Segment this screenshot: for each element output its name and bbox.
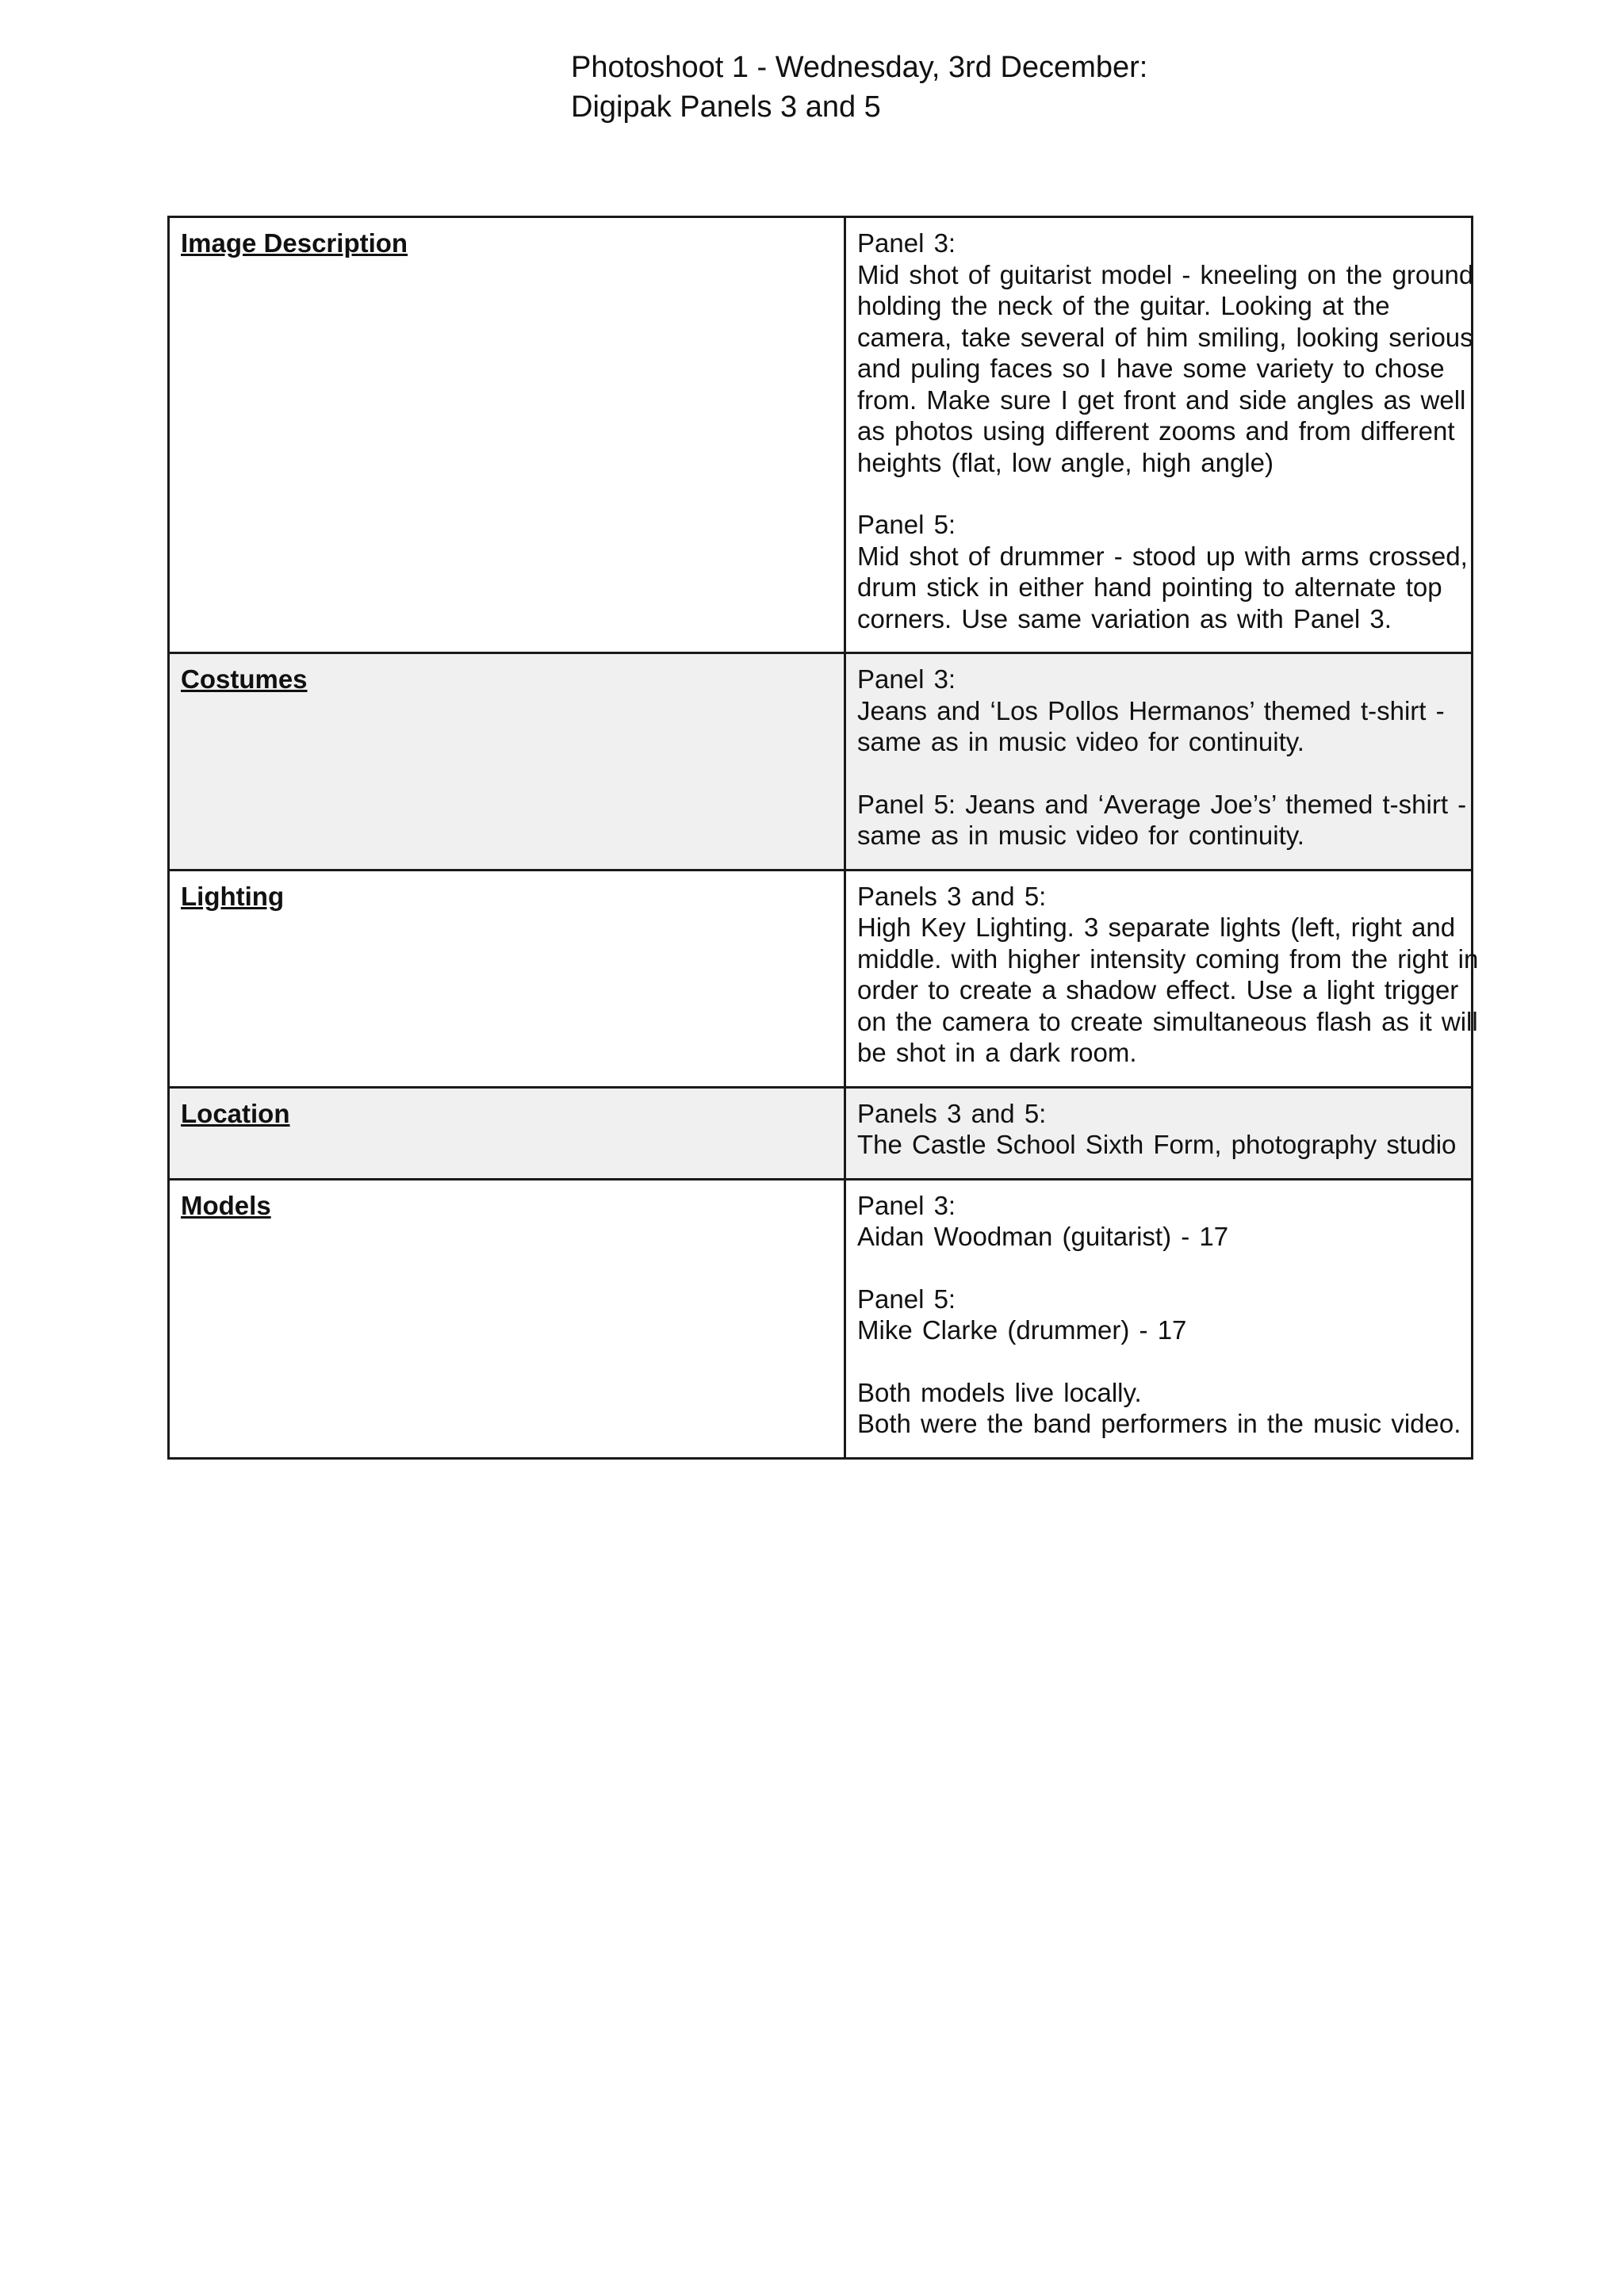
text-line: on the camera to create simultaneous flash as it will bbox=[857, 1006, 1478, 1036]
paragraph bbox=[857, 881, 1479, 1069]
page-title bbox=[571, 48, 1147, 127]
row-lighting bbox=[169, 870, 1473, 1087]
text-line: middle. with higher intensity coming from the right in bbox=[857, 943, 1479, 974]
text-line: Mike Clarke (drummer) - 17 bbox=[857, 1315, 1187, 1345]
label-cell bbox=[169, 1179, 845, 1458]
content-cell bbox=[845, 217, 1473, 653]
row-label: Location bbox=[181, 1098, 290, 1128]
text-line: Mid shot of drummer - stood up with arms crossed, bbox=[857, 541, 1468, 571]
row-label: Lighting bbox=[181, 881, 285, 911]
paragraph bbox=[857, 1098, 1460, 1161]
text-line: Jeans and ‘Los Pollos Hermanos’ themed t-shirt - bbox=[857, 695, 1445, 725]
text-line: Aidan Woodman (guitarist) - 17 bbox=[857, 1222, 1229, 1251]
row-label: Costumes bbox=[181, 664, 308, 694]
paragraph bbox=[857, 1284, 1460, 1346]
text-line: Panel 5: bbox=[857, 1284, 956, 1314]
row-image-description bbox=[169, 217, 1473, 653]
text-line: Both were the band performers in the music video. bbox=[857, 1409, 1461, 1438]
text-line: corners. Use same variation as with Panel 3. bbox=[857, 603, 1392, 633]
content-cell bbox=[845, 653, 1473, 871]
paragraph bbox=[857, 228, 1474, 478]
text-line: same as in music video for continuity. bbox=[857, 727, 1304, 756]
label-cell bbox=[169, 653, 845, 871]
page-title-line-2: Digipak Panels 3 and 5 bbox=[571, 90, 881, 124]
paragraph bbox=[857, 664, 1460, 758]
row-costumes bbox=[169, 653, 1473, 871]
text-line: Panel 3: bbox=[857, 1190, 956, 1220]
text-line: Panels 3 and 5: bbox=[857, 1098, 1047, 1128]
text-line: as photos using different zooms and from different bbox=[857, 416, 1455, 446]
page-title-line-1: Photoshoot 1 - Wednesday, 3rd December: bbox=[571, 51, 1148, 84]
row-location bbox=[169, 1087, 1473, 1179]
paragraph-gap bbox=[857, 1253, 1460, 1284]
text-line: holding the neck of the guitar. Looking at the bbox=[857, 291, 1390, 320]
text-line: and puling faces so I have some variety to chose bbox=[857, 354, 1445, 383]
paragraph bbox=[857, 1190, 1460, 1253]
row-models bbox=[169, 1179, 1473, 1458]
text-line: Panel 3: bbox=[857, 664, 956, 694]
text-line: camera, take several of him smiling, looking serious bbox=[857, 322, 1473, 352]
text-line: The Castle School Sixth Form, photography studio bbox=[857, 1130, 1457, 1159]
text-line: Mid shot of guitarist model - kneeling on the ground bbox=[857, 259, 1474, 289]
text-line: Panel 3: bbox=[857, 228, 956, 258]
paragraph bbox=[857, 789, 1467, 851]
label-cell bbox=[169, 1087, 845, 1179]
text-line: Panel 5: Jeans and ‘Average Joe’s’ themed t-shirt - bbox=[857, 789, 1467, 819]
text-line: Both models live locally. bbox=[857, 1377, 1142, 1407]
label-cell bbox=[169, 217, 845, 653]
photoshoot-plan-table bbox=[167, 216, 1479, 1460]
paragraph-gap bbox=[857, 478, 1460, 509]
row-label: Models bbox=[181, 1190, 271, 1220]
label-cell bbox=[169, 870, 845, 1087]
paragraph bbox=[857, 509, 1468, 634]
text-line: heights (flat, low angle, high angle) bbox=[857, 447, 1274, 477]
content-cell bbox=[845, 1087, 1473, 1179]
row-label: Image Description bbox=[181, 228, 408, 258]
paragraph-gap bbox=[857, 758, 1460, 789]
text-line: order to create a shadow effect. Use a light trigger bbox=[857, 975, 1459, 1004]
text-line: Panel 5: bbox=[857, 510, 956, 539]
text-line: drum stick in either hand pointing to alternate top bbox=[857, 572, 1442, 602]
text-line: Panels 3 and 5: bbox=[857, 881, 1047, 911]
paragraph-gap bbox=[857, 1346, 1460, 1377]
content-cell bbox=[845, 1179, 1473, 1458]
paragraph bbox=[857, 1377, 1460, 1440]
text-line: same as in music video for continuity. bbox=[857, 821, 1304, 850]
plan-table-body bbox=[169, 217, 1479, 1459]
text-line: from. Make sure I get front and side angles as well bbox=[857, 385, 1466, 415]
content-cell bbox=[845, 870, 1479, 1087]
text-line: be shot in a dark room. bbox=[857, 1038, 1137, 1067]
text-line: High Key Lighting. 3 separate lights (left, right and bbox=[857, 913, 1456, 942]
